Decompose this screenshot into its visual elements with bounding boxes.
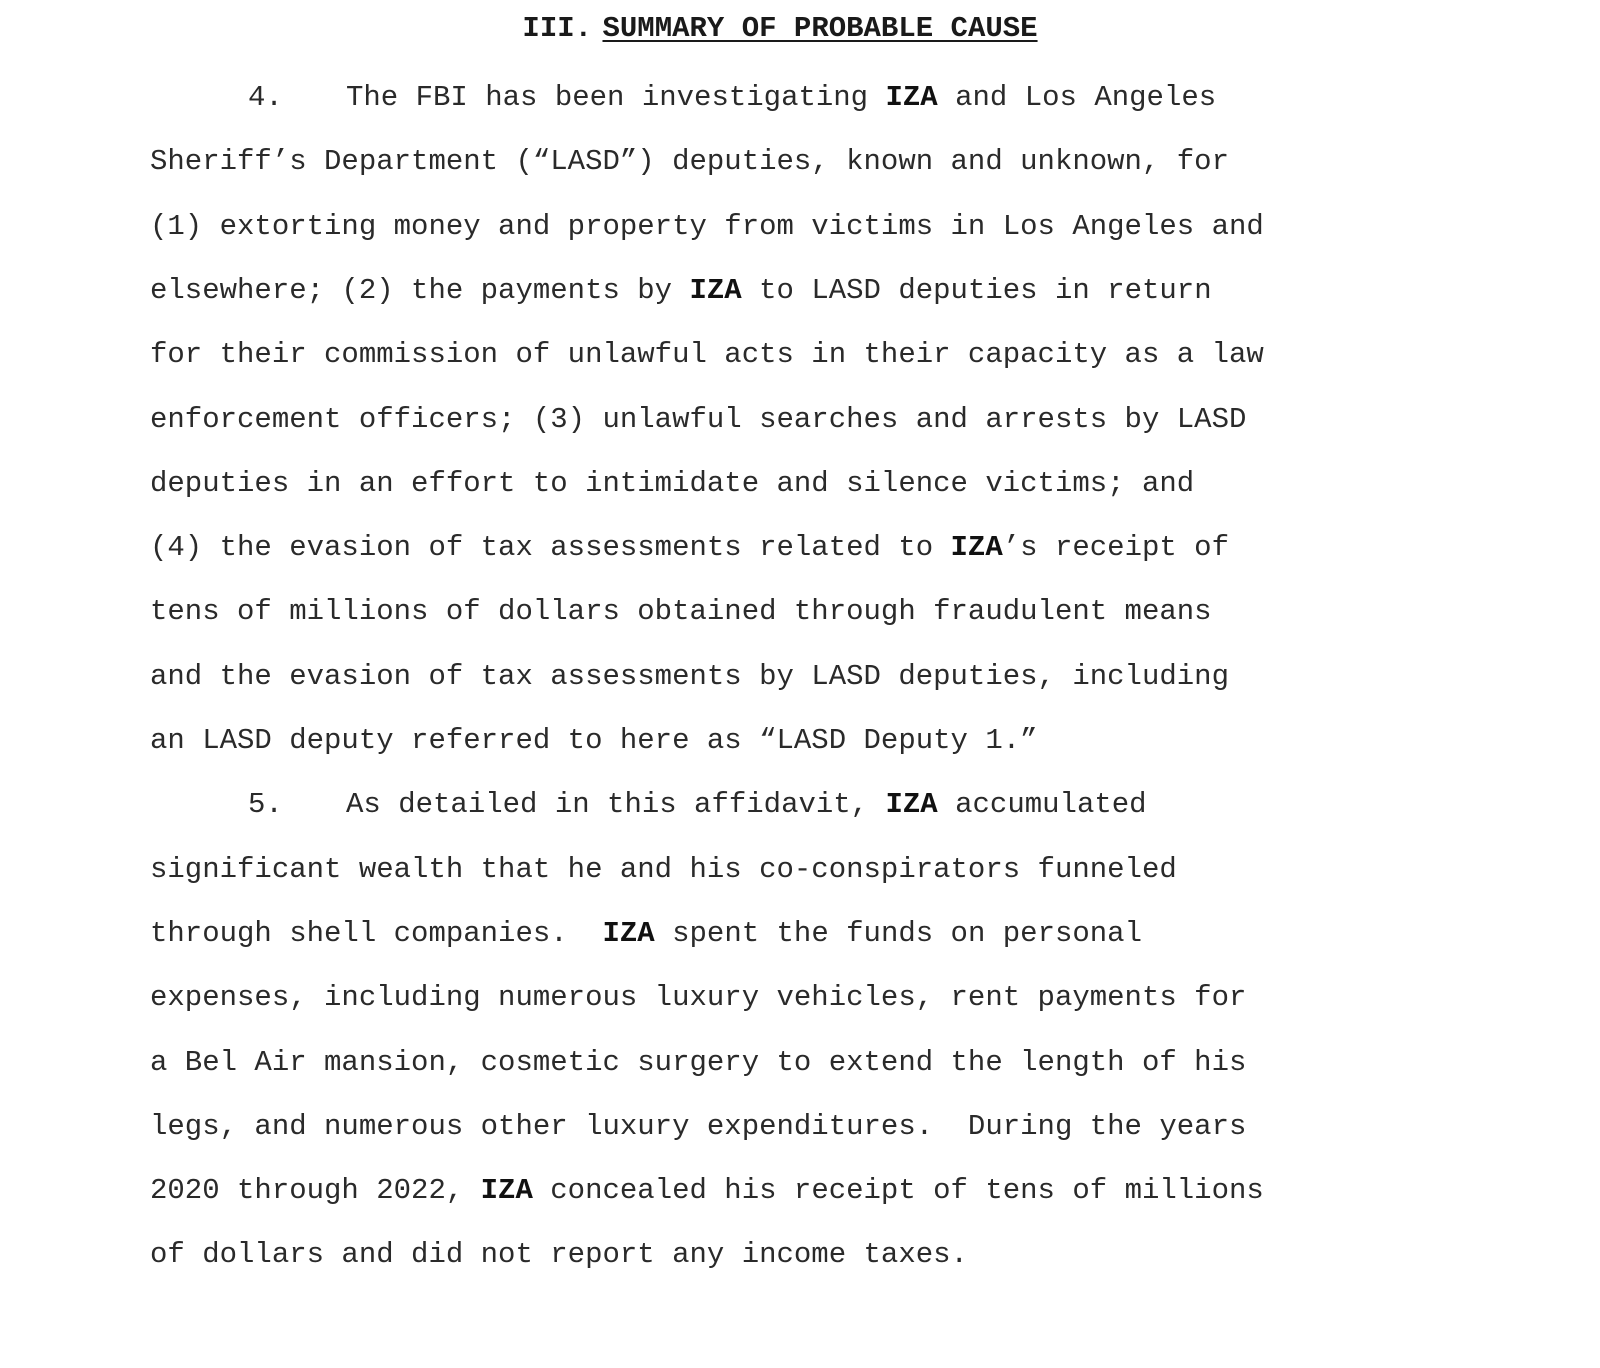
paragraph-line xyxy=(150,337,1264,373)
section-numeral: III. xyxy=(522,12,593,45)
paragraph-line xyxy=(150,402,1246,438)
paragraph-line xyxy=(150,1109,1246,1145)
paragraph-line xyxy=(150,852,1177,888)
text-run: expenses, including numerous luxury vehicles, rent payments for xyxy=(150,981,1247,1015)
defendant-name: IZA xyxy=(950,531,1003,565)
paragraph-line xyxy=(150,273,1212,309)
text-run: tens of millions of dollars obtained through fraudulent means xyxy=(150,595,1212,629)
text-run: accumulated xyxy=(937,788,1147,822)
text-run: (1) extorting money and property from victims in Los Angeles and xyxy=(150,209,1264,243)
text-run: for their commission of unlawful acts in their capacity as a law xyxy=(150,338,1264,372)
paragraph-line xyxy=(150,594,1212,630)
text-run: legs, and numerous other luxury expenditures. During the years xyxy=(150,1109,1247,1143)
paragraph-line xyxy=(150,1237,968,1273)
defendant-name: IZA xyxy=(602,916,655,950)
text-run: enforcement officers; (3) unlawful searches and arrests by LASD xyxy=(150,402,1247,436)
text-run: an LASD deputy referred to here as “LASD Deputy 1.” xyxy=(150,724,1038,757)
paragraph-line xyxy=(150,466,1194,502)
text-run: to LASD deputies in return xyxy=(741,273,1212,307)
defendant-name: IZA xyxy=(885,81,938,114)
paragraph-number: 5. xyxy=(248,788,283,822)
defendant-name: IZA xyxy=(689,273,742,307)
paragraph-line xyxy=(150,209,1264,245)
paragraph-first-line xyxy=(248,80,1216,116)
text-run: (4) the evasion of tax assessments related to xyxy=(150,531,951,565)
paragraph-first-line xyxy=(248,787,1147,823)
paragraph-line xyxy=(150,1045,1246,1081)
text-run: Sheriff’s Department (“LASD”) deputies, known and unknown, for xyxy=(150,145,1229,179)
paragraph-line xyxy=(150,659,1229,695)
paragraph-line xyxy=(150,980,1246,1016)
paragraph-line xyxy=(150,530,1229,566)
paragraph-line xyxy=(150,144,1229,180)
text-run: spent the funds on personal xyxy=(654,916,1142,950)
text-run: 2020 through 2022, xyxy=(150,1174,481,1208)
section-title: SUMMARY OF PROBABLE CAUSE xyxy=(602,12,1038,45)
text-run: concealed his receipt of tens of millions xyxy=(532,1174,1264,1208)
text-run: elsewhere; (2) the payments by xyxy=(150,273,690,307)
text-run: ’s receipt of xyxy=(1002,531,1229,565)
text-run: a Bel Air mansion, cosmetic surgery to extend the length of his xyxy=(150,1045,1247,1079)
text-run: and Los Angeles xyxy=(937,81,1217,114)
paragraph-number: 4. xyxy=(248,81,283,114)
defendant-name: IZA xyxy=(885,788,938,822)
text-run: As detailed in this affidavit, xyxy=(346,788,886,822)
section-heading xyxy=(0,12,1560,45)
text-run: The FBI has been investigating xyxy=(346,81,886,114)
paragraph-line xyxy=(150,1173,1264,1209)
text-run: through shell companies. xyxy=(150,916,603,950)
text-run: deputies in an effort to intimidate and silence victims; and xyxy=(150,466,1195,500)
paragraph-line xyxy=(150,916,1142,952)
text-run: of dollars and did not report any income taxes. xyxy=(150,1238,968,1272)
text-run: and the evasion of tax assessments by LASD deputies, including xyxy=(150,659,1229,693)
text-run: significant wealth that he and his co-conspirators funneled xyxy=(150,852,1177,886)
paragraph-line xyxy=(150,723,1038,759)
defendant-name: IZA xyxy=(480,1174,533,1208)
